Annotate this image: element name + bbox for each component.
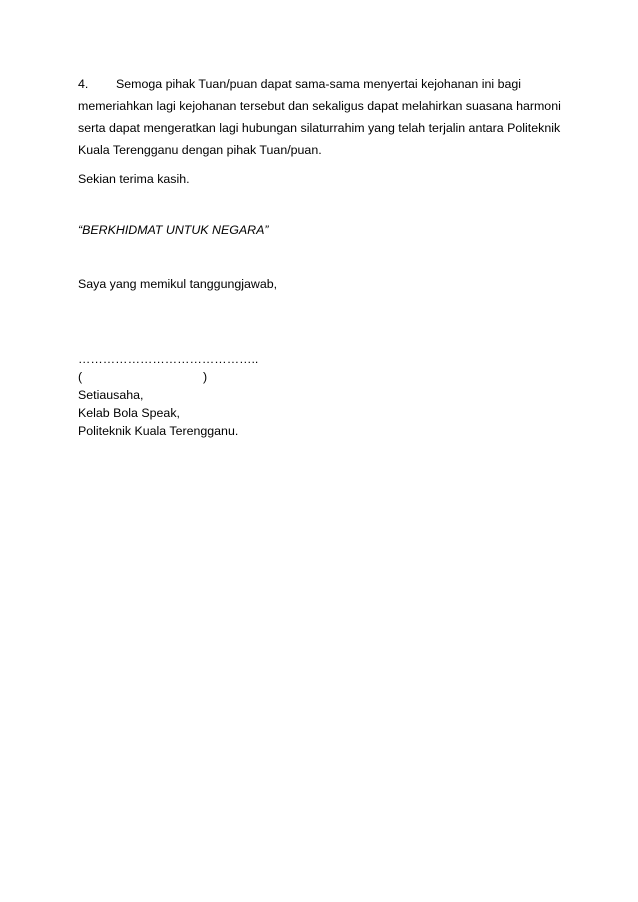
close-bracket: ) xyxy=(203,370,208,384)
closing-remark: Sekian terima kasih. xyxy=(78,172,190,186)
paragraph-4-line-4: Kuala Terengganu dengan pihak Tuan/puan. xyxy=(78,143,322,157)
paragraph-number: 4. xyxy=(78,77,89,91)
motto: “BERKHIDMAT UNTUK NEGARA” xyxy=(78,223,269,237)
paragraph-4-line-1 xyxy=(78,73,521,95)
open-bracket: ( xyxy=(78,370,83,384)
paragraph-4-line-2: memeriahkan lagi kejohanan tersebut dan sekaligus dapat melahirkan suasana harmoni xyxy=(78,99,561,113)
paragraph-4-line-3: serta dapat mengeratkan lagi hubungan silaturrahim yang telah terjalin antara Politeknik xyxy=(78,121,561,135)
signature-line: …………………………………….. xyxy=(78,352,259,366)
signatory-club: Kelab Bola Speak, xyxy=(78,406,180,420)
paragraph-text: Semoga pihak Tuan/puan dapat sama-sama menyertai kejohanan ini bagi xyxy=(116,77,522,91)
signatory-title: Setiausaha, xyxy=(78,388,144,402)
signatory-institution: Politeknik Kuala Terengganu. xyxy=(78,424,239,438)
responsibility-statement: Saya yang memikul tanggungjawab, xyxy=(78,277,278,291)
